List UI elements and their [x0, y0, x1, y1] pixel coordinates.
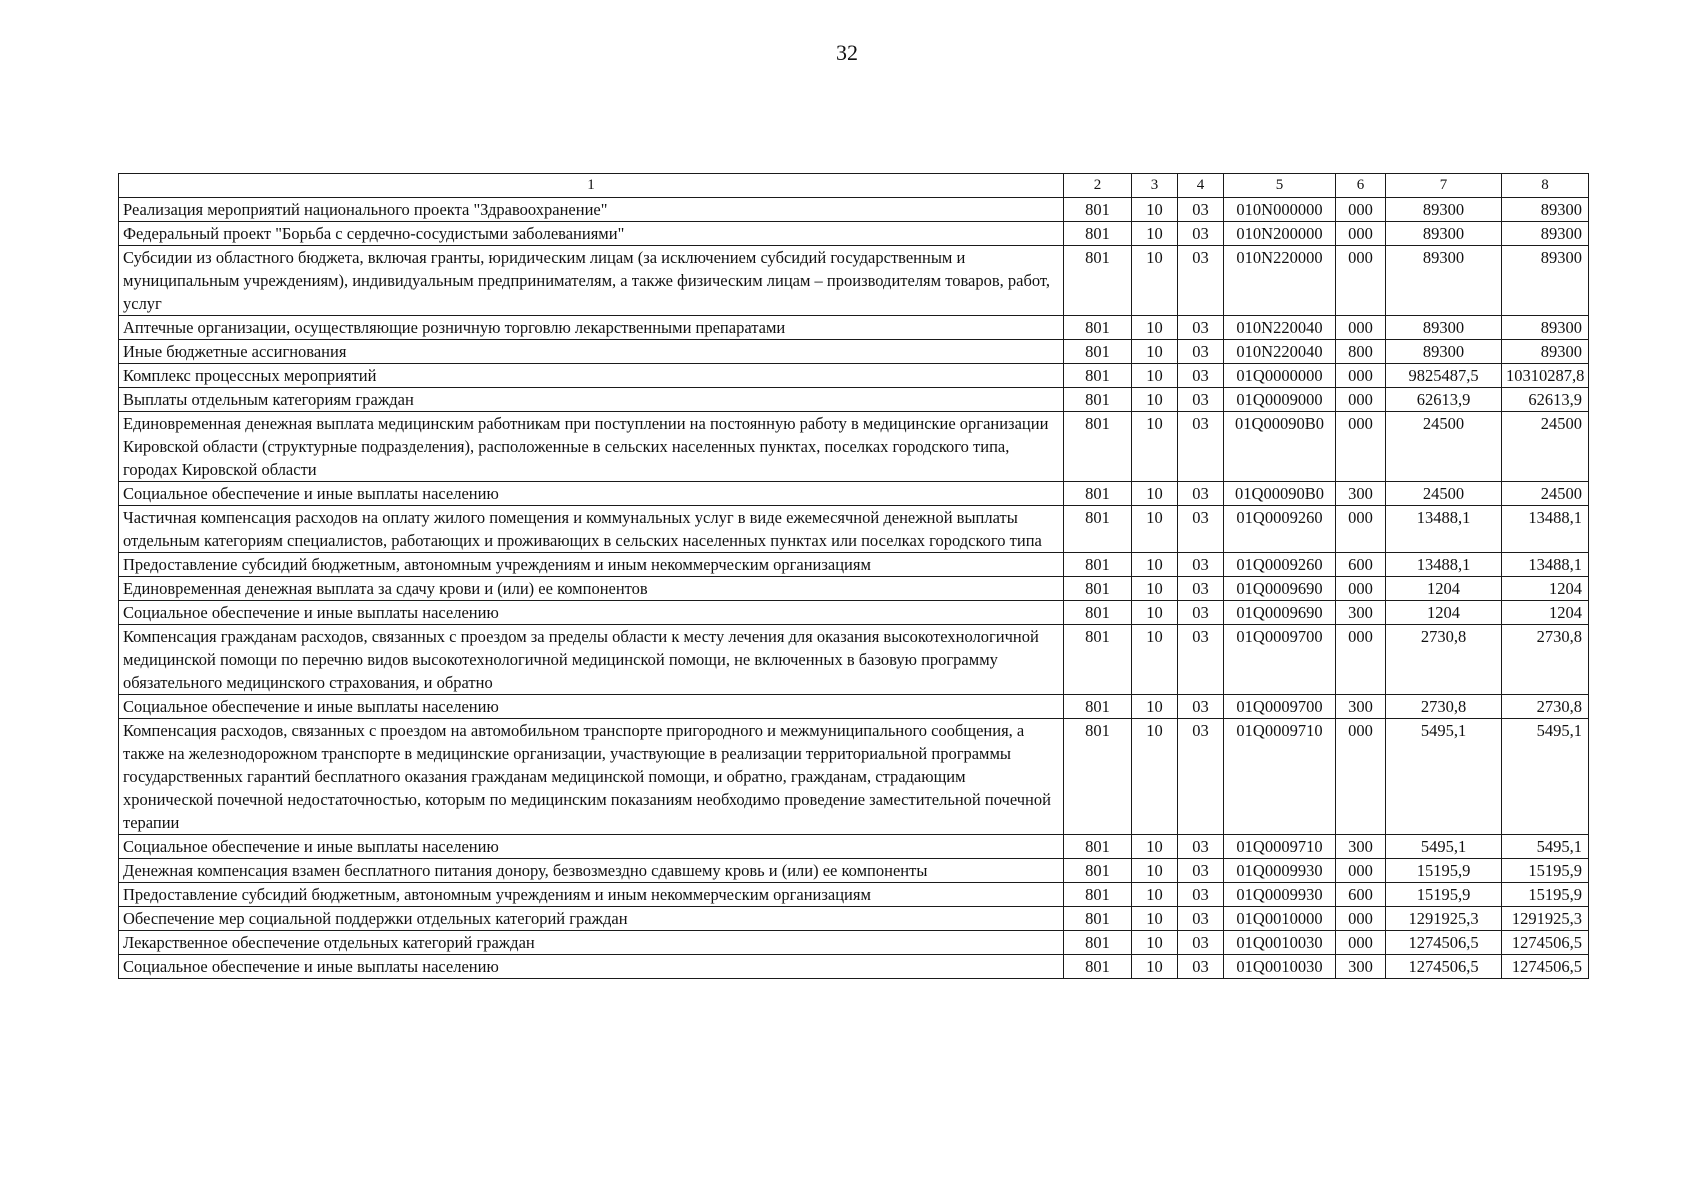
row-section-cell: 10: [1132, 577, 1178, 601]
row-section-cell: 10: [1132, 625, 1178, 695]
row-subsection-cell: 03: [1178, 883, 1224, 907]
row-expense-type-cell: 000: [1336, 577, 1386, 601]
column-header-3: 3: [1132, 174, 1178, 198]
row-expense-type-cell: 600: [1336, 553, 1386, 577]
table-row: [119, 955, 1589, 979]
table-row: [119, 364, 1589, 388]
row-target-article-cell: 01Q0009700: [1224, 695, 1336, 719]
row-amount-1-cell: 15195,9: [1386, 859, 1502, 883]
row-target-article-cell: 010N200000: [1224, 222, 1336, 246]
row-amount-1-cell: 2730,8: [1386, 625, 1502, 695]
row-subsection-cell: 03: [1178, 412, 1224, 482]
row-subsection-cell: 03: [1178, 625, 1224, 695]
row-amount-2-cell: 89300: [1502, 316, 1589, 340]
row-name-cell: Федеральный проект "Борьба с сердечно-сосудистыми заболеваниями": [119, 222, 1064, 246]
table-row: [119, 577, 1589, 601]
table-header-row: [119, 174, 1589, 198]
row-target-article-cell: 010N220040: [1224, 316, 1336, 340]
row-code-cell: 801: [1064, 316, 1132, 340]
row-amount-2-cell: 89300: [1502, 246, 1589, 316]
row-name-cell: Предоставление субсидий бюджетным, автономным учреждениям и иным некоммерческим организациям: [119, 553, 1064, 577]
row-code-cell: 801: [1064, 601, 1132, 625]
row-expense-type-cell: 000: [1336, 859, 1386, 883]
row-expense-type-cell: 300: [1336, 955, 1386, 979]
row-code-cell: 801: [1064, 506, 1132, 553]
row-name-cell: Социальное обеспечение и иные выплаты населению: [119, 955, 1064, 979]
row-code-cell: 801: [1064, 340, 1132, 364]
row-code-cell: 801: [1064, 719, 1132, 835]
row-expense-type-cell: 000: [1336, 246, 1386, 316]
table-row: [119, 316, 1589, 340]
row-expense-type-cell: 800: [1336, 340, 1386, 364]
row-subsection-cell: 03: [1178, 364, 1224, 388]
row-target-article-cell: 010N000000: [1224, 198, 1336, 222]
row-subsection-cell: 03: [1178, 222, 1224, 246]
table-row: [119, 931, 1589, 955]
row-name-cell: Социальное обеспечение и иные выплаты населению: [119, 695, 1064, 719]
column-header-4: 4: [1178, 174, 1224, 198]
table-row: [119, 601, 1589, 625]
row-expense-type-cell: 300: [1336, 695, 1386, 719]
row-section-cell: 10: [1132, 246, 1178, 316]
row-amount-1-cell: 62613,9: [1386, 388, 1502, 412]
row-target-article-cell: 01Q0009260: [1224, 553, 1336, 577]
row-amount-1-cell: 9825487,5: [1386, 364, 1502, 388]
table-row: [119, 625, 1589, 695]
row-expense-type-cell: 300: [1336, 601, 1386, 625]
row-amount-2-cell: 89300: [1502, 340, 1589, 364]
row-section-cell: 10: [1132, 931, 1178, 955]
table-row: [119, 907, 1589, 931]
row-expense-type-cell: 000: [1336, 388, 1386, 412]
row-target-article-cell: 01Q0010030: [1224, 955, 1336, 979]
row-target-article-cell: 010N220000: [1224, 246, 1336, 316]
table-row: [119, 198, 1589, 222]
row-subsection-cell: 03: [1178, 907, 1224, 931]
row-subsection-cell: 03: [1178, 695, 1224, 719]
table-row: [119, 835, 1589, 859]
row-section-cell: 10: [1132, 907, 1178, 931]
row-subsection-cell: 03: [1178, 719, 1224, 835]
table-row: [119, 222, 1589, 246]
table-row: [119, 719, 1589, 835]
row-section-cell: 10: [1132, 955, 1178, 979]
row-section-cell: 10: [1132, 883, 1178, 907]
row-code-cell: 801: [1064, 883, 1132, 907]
row-name-cell: Социальное обеспечение и иные выплаты населению: [119, 601, 1064, 625]
row-amount-2-cell: 2730,8: [1502, 695, 1589, 719]
row-name-cell: Компенсация расходов, связанных с проездом на автомобильном транспорте пригородного и межмуниципального сообщения, а также на железнодорожном транспорте в медицинские организации, участвующие в реализации территориальной программы государственных гарантий бесплатного оказания гражданам медицинской помощи, и обратно, гражданам, страдающим хронической почечной недостаточностью, которым по медицинским показаниям необходимо проведение заместительной почечной терапии: [119, 719, 1064, 835]
row-target-article-cell: 01Q0009690: [1224, 601, 1336, 625]
row-code-cell: 801: [1064, 907, 1132, 931]
row-section-cell: 10: [1132, 316, 1178, 340]
row-amount-2-cell: 89300: [1502, 198, 1589, 222]
row-code-cell: 801: [1064, 625, 1132, 695]
table-row: [119, 859, 1589, 883]
column-header-7: 7: [1386, 174, 1502, 198]
row-name-cell: Обеспечение мер социальной поддержки отдельных категорий граждан: [119, 907, 1064, 931]
row-target-article-cell: 01Q0009700: [1224, 625, 1336, 695]
page-number: 32: [836, 40, 858, 65]
row-code-cell: 801: [1064, 412, 1132, 482]
row-target-article-cell: 01Q00090B0: [1224, 412, 1336, 482]
row-amount-1-cell: 13488,1: [1386, 553, 1502, 577]
row-expense-type-cell: 000: [1336, 316, 1386, 340]
row-amount-1-cell: 89300: [1386, 198, 1502, 222]
row-section-cell: 10: [1132, 859, 1178, 883]
row-target-article-cell: 010N220040: [1224, 340, 1336, 364]
row-name-cell: Частичная компенсация расходов на оплату жилого помещения и коммунальных услуг в виде ежемесячной денежной выплаты отдельным категориям специалистов, работающих и проживающих в сельских населенных пунктах или поселках городского типа: [119, 506, 1064, 553]
row-code-cell: 801: [1064, 835, 1132, 859]
row-amount-1-cell: 1274506,5: [1386, 931, 1502, 955]
column-header-2: 2: [1064, 174, 1132, 198]
row-amount-1-cell: 24500: [1386, 412, 1502, 482]
row-target-article-cell: 01Q0000000: [1224, 364, 1336, 388]
row-amount-1-cell: 1204: [1386, 577, 1502, 601]
row-name-cell: Денежная компенсация взамен бесплатного питания донору, безвозмездно сдавшему кровь и (или) ее компоненты: [119, 859, 1064, 883]
row-amount-2-cell: 15195,9: [1502, 883, 1589, 907]
row-expense-type-cell: 000: [1336, 625, 1386, 695]
row-code-cell: 801: [1064, 931, 1132, 955]
row-expense-type-cell: 000: [1336, 222, 1386, 246]
row-amount-2-cell: 5495,1: [1502, 719, 1589, 835]
row-code-cell: 801: [1064, 695, 1132, 719]
row-name-cell: Единовременная денежная выплата за сдачу крови и (или) ее компонентов: [119, 577, 1064, 601]
row-target-article-cell: 01Q0009930: [1224, 859, 1336, 883]
row-amount-2-cell: 89300: [1502, 222, 1589, 246]
row-expense-type-cell: 300: [1336, 835, 1386, 859]
row-amount-2-cell: 15195,9: [1502, 859, 1589, 883]
row-amount-1-cell: 1204: [1386, 601, 1502, 625]
row-subsection-cell: 03: [1178, 246, 1224, 316]
table-body: [119, 198, 1589, 979]
row-expense-type-cell: 600: [1336, 883, 1386, 907]
row-subsection-cell: 03: [1178, 577, 1224, 601]
row-name-cell: Субсидии из областного бюджета, включая гранты, юридическим лицам (за исключением субсидий государственным и муниципальным учреждениям), индивидуальным предпринимателям, а также физическим лицам – производителям товаров, работ, услуг: [119, 246, 1064, 316]
row-section-cell: 10: [1132, 601, 1178, 625]
row-amount-2-cell: 13488,1: [1502, 553, 1589, 577]
row-amount-1-cell: 1274506,5: [1386, 955, 1502, 979]
table-row: [119, 695, 1589, 719]
row-code-cell: 801: [1064, 364, 1132, 388]
row-section-cell: 10: [1132, 719, 1178, 835]
row-expense-type-cell: 000: [1336, 198, 1386, 222]
row-section-cell: 10: [1132, 388, 1178, 412]
row-name-cell: Социальное обеспечение и иные выплаты населению: [119, 835, 1064, 859]
row-subsection-cell: 03: [1178, 955, 1224, 979]
row-subsection-cell: 03: [1178, 931, 1224, 955]
row-expense-type-cell: 300: [1336, 482, 1386, 506]
row-section-cell: 10: [1132, 695, 1178, 719]
row-name-cell: Выплаты отдельным категориям граждан: [119, 388, 1064, 412]
row-code-cell: 801: [1064, 222, 1132, 246]
row-amount-2-cell: 1291925,3: [1502, 907, 1589, 931]
row-amount-2-cell: 24500: [1502, 412, 1589, 482]
row-expense-type-cell: 000: [1336, 931, 1386, 955]
table-row: [119, 883, 1589, 907]
row-subsection-cell: 03: [1178, 340, 1224, 364]
table-row: [119, 388, 1589, 412]
row-target-article-cell: 01Q00090B0: [1224, 482, 1336, 506]
row-section-cell: 10: [1132, 198, 1178, 222]
row-name-cell: Компенсация гражданам расходов, связанных с проездом за пределы области к месту лечения для оказания высокотехнологичной медицинской помощи по перечню видов высокотехнологичной медицинской помощи, не включенных в базовую программу обязательного медицинского страхования, и обратно: [119, 625, 1064, 695]
table-row: [119, 340, 1589, 364]
table-row: [119, 553, 1589, 577]
row-code-cell: 801: [1064, 955, 1132, 979]
row-name-cell: Комплекс процессных мероприятий: [119, 364, 1064, 388]
row-name-cell: Социальное обеспечение и иные выплаты населению: [119, 482, 1064, 506]
row-section-cell: 10: [1132, 835, 1178, 859]
row-amount-2-cell: 1274506,5: [1502, 931, 1589, 955]
row-subsection-cell: 03: [1178, 316, 1224, 340]
table-row: [119, 482, 1589, 506]
row-section-cell: 10: [1132, 482, 1178, 506]
row-amount-1-cell: 15195,9: [1386, 883, 1502, 907]
row-subsection-cell: 03: [1178, 601, 1224, 625]
row-section-cell: 10: [1132, 222, 1178, 246]
row-amount-1-cell: 13488,1: [1386, 506, 1502, 553]
row-amount-2-cell: 1204: [1502, 601, 1589, 625]
row-amount-1-cell: 89300: [1386, 222, 1502, 246]
row-target-article-cell: 01Q0009710: [1224, 835, 1336, 859]
row-amount-1-cell: 89300: [1386, 246, 1502, 316]
row-code-cell: 801: [1064, 246, 1132, 316]
row-name-cell: Лекарственное обеспечение отдельных категорий граждан: [119, 931, 1064, 955]
column-header-1: 1: [119, 174, 1064, 198]
column-header-5: 5: [1224, 174, 1336, 198]
table-row: [119, 506, 1589, 553]
row-expense-type-cell: 000: [1336, 412, 1386, 482]
row-amount-2-cell: 13488,1: [1502, 506, 1589, 553]
row-amount-2-cell: 62613,9: [1502, 388, 1589, 412]
row-target-article-cell: 01Q0010030: [1224, 931, 1336, 955]
row-amount-1-cell: 5495,1: [1386, 719, 1502, 835]
row-section-cell: 10: [1132, 553, 1178, 577]
row-subsection-cell: 03: [1178, 835, 1224, 859]
row-expense-type-cell: 000: [1336, 907, 1386, 931]
row-amount-2-cell: 24500: [1502, 482, 1589, 506]
row-amount-1-cell: 1291925,3: [1386, 907, 1502, 931]
row-amount-1-cell: 89300: [1386, 316, 1502, 340]
row-amount-1-cell: 89300: [1386, 340, 1502, 364]
row-section-cell: 10: [1132, 364, 1178, 388]
row-target-article-cell: 01Q0010000: [1224, 907, 1336, 931]
row-subsection-cell: 03: [1178, 388, 1224, 412]
row-name-cell: Аптечные организации, осуществляющие розничную торговлю лекарственными препаратами: [119, 316, 1064, 340]
row-code-cell: 801: [1064, 482, 1132, 506]
row-expense-type-cell: 000: [1336, 506, 1386, 553]
column-header-6: 6: [1336, 174, 1386, 198]
row-target-article-cell: 01Q0009260: [1224, 506, 1336, 553]
row-name-cell: Реализация мероприятий национального проекта "Здравоохранение": [119, 198, 1064, 222]
row-subsection-cell: 03: [1178, 482, 1224, 506]
row-expense-type-cell: 000: [1336, 719, 1386, 835]
row-section-cell: 10: [1132, 506, 1178, 553]
budget-table: [118, 173, 1589, 979]
row-amount-2-cell: 10310287,8: [1502, 364, 1589, 388]
row-name-cell: Иные бюджетные ассигнования: [119, 340, 1064, 364]
row-name-cell: Единовременная денежная выплата медицинским работникам при поступлении на постоянную работу в медицинские организации Кировской области (структурные подразделения), расположенные в сельских населенных пунктах, поселках городского типа, городах Кировской области: [119, 412, 1064, 482]
row-amount-1-cell: 24500: [1386, 482, 1502, 506]
row-amount-1-cell: 2730,8: [1386, 695, 1502, 719]
row-amount-1-cell: 5495,1: [1386, 835, 1502, 859]
row-amount-2-cell: 2730,8: [1502, 625, 1589, 695]
row-code-cell: 801: [1064, 859, 1132, 883]
row-subsection-cell: 03: [1178, 506, 1224, 553]
row-subsection-cell: 03: [1178, 553, 1224, 577]
row-name-cell: Предоставление субсидий бюджетным, автономным учреждениям и иным некоммерческим организациям: [119, 883, 1064, 907]
table-row: [119, 412, 1589, 482]
row-code-cell: 801: [1064, 553, 1132, 577]
row-expense-type-cell: 000: [1336, 364, 1386, 388]
row-amount-2-cell: 1274506,5: [1502, 955, 1589, 979]
row-amount-2-cell: 1204: [1502, 577, 1589, 601]
row-target-article-cell: 01Q0009690: [1224, 577, 1336, 601]
row-section-cell: 10: [1132, 340, 1178, 364]
row-target-article-cell: 01Q0009000: [1224, 388, 1336, 412]
row-target-article-cell: 01Q0009930: [1224, 883, 1336, 907]
row-code-cell: 801: [1064, 577, 1132, 601]
row-subsection-cell: 03: [1178, 198, 1224, 222]
column-header-8: 8: [1502, 174, 1589, 198]
row-code-cell: 801: [1064, 198, 1132, 222]
row-amount-2-cell: 5495,1: [1502, 835, 1589, 859]
row-target-article-cell: 01Q0009710: [1224, 719, 1336, 835]
row-subsection-cell: 03: [1178, 859, 1224, 883]
table-row: [119, 246, 1589, 316]
row-section-cell: 10: [1132, 412, 1178, 482]
row-code-cell: 801: [1064, 388, 1132, 412]
